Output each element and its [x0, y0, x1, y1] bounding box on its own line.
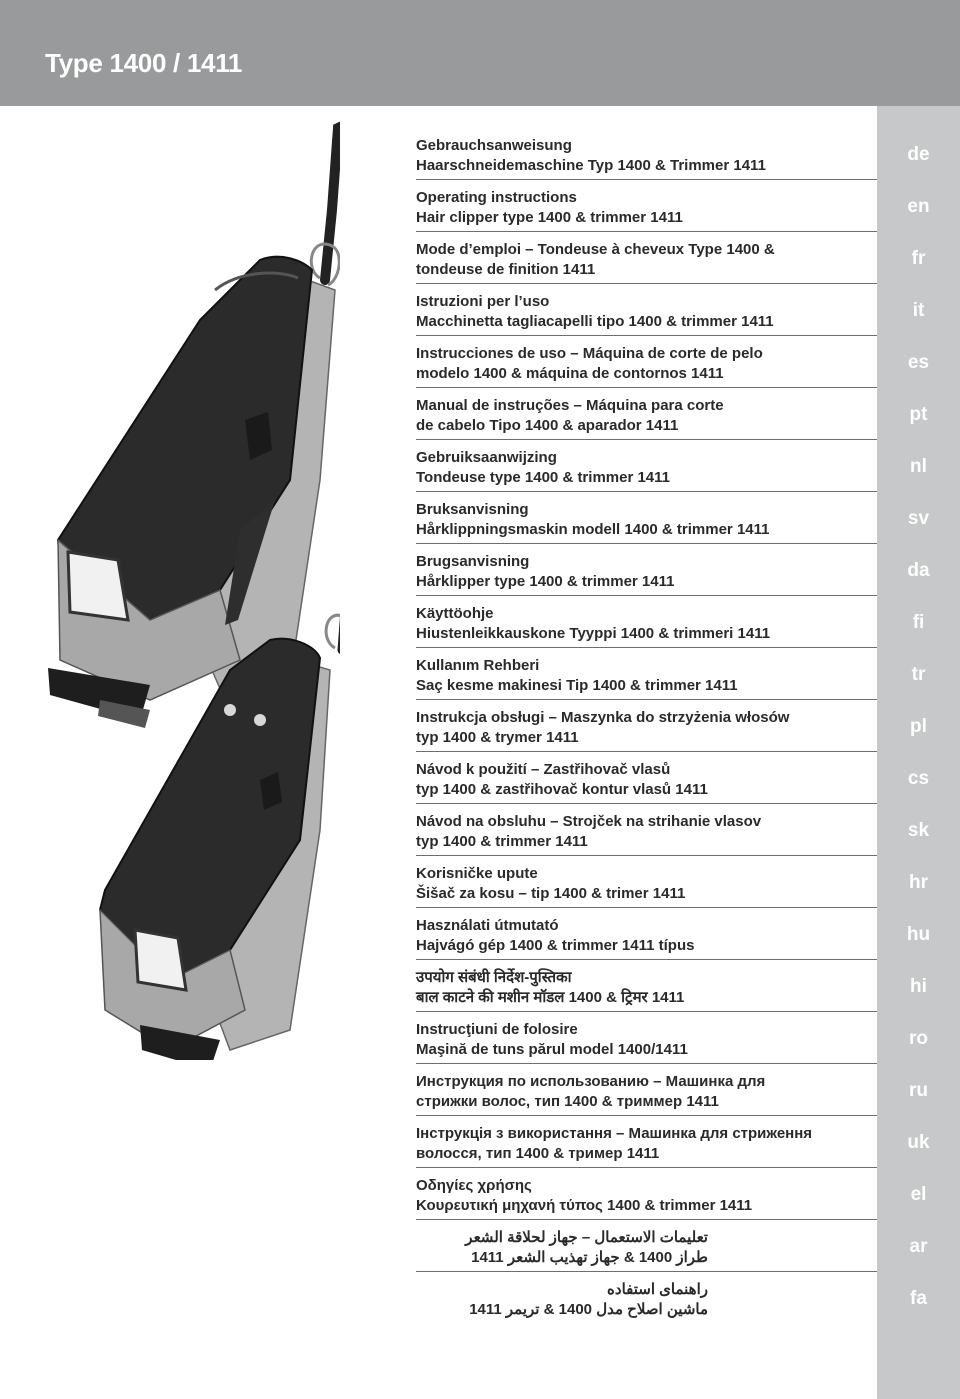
entry-subtitle: Macchinetta tagliacapelli tipo 1400 & trimmer 1411 [416, 313, 774, 330]
lang-code-tr[interactable]: tr [911, 664, 926, 685]
entry-heading: Käyttöohje [416, 605, 494, 622]
lang-code-fr[interactable]: fr [911, 248, 926, 269]
entry-heading: Korisničke upute [416, 865, 538, 882]
entry-fr[interactable] [416, 232, 877, 284]
lang-code-fa[interactable]: fa [910, 1288, 927, 1309]
lang-code-hi[interactable]: hi [910, 976, 927, 997]
entry-de[interactable] [416, 128, 877, 180]
entry-it[interactable] [416, 284, 877, 336]
lang-code-fi[interactable]: fi [912, 612, 925, 633]
entry-subtitle: Hair clipper type 1400 & trimmer 1411 [416, 209, 683, 226]
entry-heading: Operating instructions [416, 189, 577, 206]
lang-code-cs[interactable]: cs [907, 768, 930, 789]
entry-heading: Instrukcja obsługi – Maszynka do strzyżenia włosów [416, 709, 790, 726]
page-header [0, 0, 960, 106]
entry-subtitle: Šišač za kosu – tip 1400 & trimer 1411 [416, 885, 686, 902]
entry-hu[interactable] [416, 908, 877, 960]
entry-sk[interactable] [416, 804, 877, 856]
lang-code-it[interactable]: it [912, 300, 925, 321]
entry-tr[interactable] [416, 648, 877, 700]
entry-subtitle: Saç kesme makinesi Tip 1400 & trimmer 1411 [416, 677, 738, 694]
entry-ru[interactable] [416, 1064, 877, 1116]
lang-code-da[interactable]: da [907, 560, 930, 581]
entry-heading: Használati útmutató [416, 917, 559, 934]
entry-subtitle: Hajvágó gép 1400 & trimmer 1411 típus [416, 937, 695, 954]
entry-subtitle: طراز 1400 & جهاز تهذيب الشعر 1411 [471, 1249, 708, 1266]
entry-subtitle: волосся, тип 1400 & тример 1411 [416, 1145, 660, 1162]
entry-subtitle: modelo 1400 & máquina de contornos 1411 [416, 365, 724, 382]
lang-code-nl[interactable]: nl [910, 456, 927, 477]
lang-code-hr[interactable]: hr [909, 872, 928, 893]
entry-subtitle: typ 1400 & trimmer 1411 [416, 833, 588, 850]
entry-pl[interactable] [416, 700, 877, 752]
entry-heading: Інструкція з використання – Машинка для стриження [416, 1125, 813, 1142]
entry-heading: Bruksanvisning [416, 501, 529, 518]
entry-hi[interactable] [416, 960, 877, 1012]
entry-heading: راهنمای استفاده [607, 1281, 708, 1298]
lang-code-es[interactable]: es [907, 352, 930, 373]
lang-code-ro[interactable]: ro [909, 1028, 928, 1049]
entry-pt[interactable] [416, 388, 877, 440]
entry-fa[interactable] [416, 1272, 877, 1324]
entry-el[interactable] [416, 1168, 877, 1220]
hair-clipper-illustration [40, 120, 340, 1060]
lang-code-el[interactable]: el [910, 1184, 927, 1205]
entry-subtitle: Haarschneidemaschine Typ 1400 & Trimmer 1411 [416, 157, 766, 174]
entry-heading: Инструкция по использованию – Машинка для [416, 1073, 766, 1090]
entry-subtitle: Maşină de tuns părul model 1400/1411 [416, 1041, 688, 1058]
entry-heading: Návod na obsluhu – Strojček na strihanie vlasov [416, 813, 762, 830]
page-title: Type 1400 / 1411 [45, 48, 243, 78]
lang-code-pt[interactable]: pt [909, 404, 928, 425]
entry-heading: تعليمات الاستعمال – جهاز لحلاقة الشعر [465, 1229, 708, 1246]
language-sidebar [877, 106, 960, 1399]
entry-heading: Istruzioni per l’uso [416, 293, 550, 310]
entry-hr[interactable] [416, 856, 877, 908]
entry-heading: Gebrauchsanweisung [416, 137, 572, 154]
entry-subtitle: Hårklippningsmaskin modell 1400 & trimmer 1411 [416, 521, 770, 538]
entry-subtitle: बाल काटने की मशीन मॉडल 1400 & ट्रिमर 1411 [416, 989, 685, 1006]
entry-subtitle: tondeuse de finition 1411 [416, 261, 596, 278]
entry-sv[interactable] [416, 492, 877, 544]
entry-uk[interactable] [416, 1116, 877, 1168]
entry-da[interactable] [416, 544, 877, 596]
entry-heading: Οδηγίες χρήσης [416, 1177, 532, 1194]
entry-heading: Kullanım Rehberi [416, 657, 540, 674]
lang-code-ru[interactable]: ru [909, 1080, 928, 1101]
entry-heading: Manual de instruções – Máquina para corte [416, 397, 724, 414]
entry-subtitle: Tondeuse type 1400 & trimmer 1411 [416, 469, 671, 486]
entry-heading: Návod k použití – Zastřihovač vlasů [416, 761, 671, 778]
entry-subtitle: typ 1400 & zastřihovač kontur vlasů 1411 [416, 781, 708, 798]
entry-heading: Instrucţiuni de folosire [416, 1021, 578, 1038]
entry-subtitle: typ 1400 & trymer 1411 [416, 729, 579, 746]
entry-nl[interactable] [416, 440, 877, 492]
entry-ar[interactable] [416, 1220, 877, 1272]
lang-code-ar[interactable]: ar [909, 1236, 928, 1257]
lang-code-uk[interactable]: uk [907, 1132, 930, 1153]
lang-code-hu[interactable]: hu [906, 924, 931, 945]
entry-subtitle: стрижки волос, тип 1400 & триммер 1411 [416, 1093, 719, 1110]
lang-code-sv[interactable]: sv [907, 508, 930, 529]
lang-code-pl[interactable]: pl [910, 716, 927, 737]
entry-es[interactable] [416, 336, 877, 388]
lang-code-en[interactable]: en [907, 196, 930, 217]
entry-heading: Gebruiksaanwijzing [416, 449, 557, 466]
entry-ro[interactable] [416, 1012, 877, 1064]
entry-heading: Instrucciones de uso – Máquina de corte de pelo [416, 345, 763, 362]
entry-subtitle: Hårklipper type 1400 & trimmer 1411 [416, 573, 675, 590]
entry-subtitle: ماشین اصلاح مدل 1400 & تریمر 1411 [469, 1301, 708, 1318]
entry-subtitle: Κουρευτική μηχανή τύπος 1400 & trimmer 1411 [416, 1197, 753, 1214]
entry-heading: Brugsanvisning [416, 553, 530, 570]
lang-code-de[interactable]: de [907, 144, 930, 165]
entry-fi[interactable] [416, 596, 877, 648]
entry-cs[interactable] [416, 752, 877, 804]
entry-en[interactable] [416, 180, 877, 232]
entry-heading: उपयोग संबंधी निर्देश-पुस्तिका [416, 969, 572, 986]
entry-subtitle: Hiustenleikkauskone Tyyppi 1400 & trimmeri 1411 [416, 625, 771, 642]
lang-code-sk[interactable]: sk [907, 820, 930, 841]
clipper-1400-icon [48, 120, 340, 728]
entry-heading: Mode d’emploi – Tondeuse à cheveux Type 1400 & [416, 241, 775, 258]
entry-subtitle: de cabelo Tipo 1400 & aparador 1411 [416, 417, 679, 434]
